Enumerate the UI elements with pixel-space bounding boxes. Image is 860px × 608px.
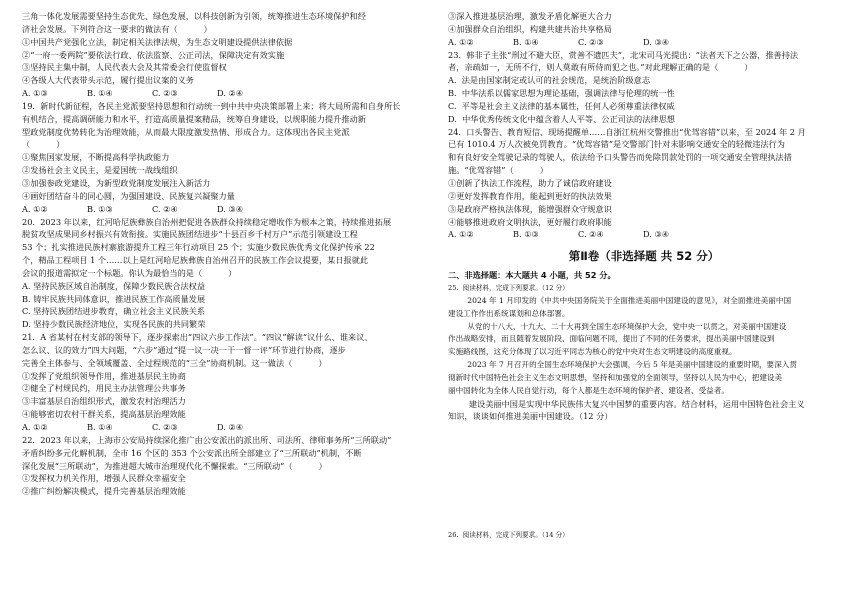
q25-material-line: 作出战略安排，而且随着发展阶段、面临问题不同，提出了不同的任务要求，提出美丽中国建设到 (448, 334, 775, 344)
question-22 (22, 434, 428, 498)
q18-option-b: B. ①④ (87, 88, 113, 99)
q20-line: 个，精品工程项目 1 个……以上是红河哈尼族彝族自治州召开的民族工作会议提要，某日报就此 (22, 255, 369, 266)
q25-question-line: 建设美丽中国是实现中华民族伟大复兴中国梦的重要内容。结合材料，运用中国特色社会主义 (448, 398, 805, 409)
answer-space (448, 423, 840, 529)
q19-line: ④画好团结奋斗的同心圆，为强国建设、民族复兴凝聚力量 (22, 190, 235, 201)
q25-material-line: 从党的十八大、十九大、二十大再到全国生态环境保护大会，党中央一以贯之，对美丽中国建设 (448, 321, 787, 331)
q22-option-b: B. ①④ (513, 36, 539, 47)
q19-line: ①聚焦国家发展，不断提高科学执政能力 (22, 152, 170, 163)
q25-question-line: 知识，谈谈如何推进美丽中国建设。（12 分） (448, 411, 613, 422)
q25-material-line: 丽中国转化为全体人民自觉行动，每个人都是生态环境的保护者、建设者、受益者。 (448, 385, 729, 395)
question-20 (22, 216, 428, 332)
q22-line: ③深入推进基层治理，激发矛盾化解更大合力 (448, 11, 612, 21)
q25-material-line: 2024 年 1 月印发的《中共中央国务院关于全面推进美丽中国建设的意见》，对全面推进美丽中国 (448, 295, 792, 305)
q20-line: 20. 2023 年以来，红河哈尼族彝族自治州把促进各族群众持续稳定增收作为根本之策，持续推进拓展 (22, 216, 392, 227)
q20-line: 脱贫攻坚成果同乡村振兴有效衔接。实施民族团结进步“十县百乡千村万户”示范引领建设工程 (22, 229, 358, 240)
q21-line: 怎么议、议的效力”四大问题，“六步”通过“提一议一决一干一督一评”环节进行协商，逐步 (22, 344, 346, 355)
q21-option-d: D. ②④ (217, 422, 244, 432)
q21-option-a: A. ①② (22, 422, 48, 432)
q24-line: ③是政府严格执法体现，能增强群众守规意识 (448, 203, 612, 214)
q20-option-a: A. 坚持民族区域自治制度，保障少数民族合法权益 (22, 280, 206, 291)
q20-option-b: B. 铸牢民族共同体意识，推进民族工作高质量发展 (22, 293, 206, 304)
q22-options (448, 36, 840, 49)
q18-line: ②“一府一委两院”要依法行政、依法监察、公正司法，保障决定有效实施 (22, 49, 285, 60)
q25-material-line: 彻新时代中国特色社会主义生态文明思想，坚持和加强党的全面领导，坚持以人民为中心，把建设美 (448, 372, 783, 382)
q20-option-c: C. 坚持民族团结进步教育，确立社会主义民族关系 (22, 306, 206, 317)
q25-material-line: 实施路线图，这充分体现了以习近平同志为核心的党中央对生态文明建设的高度重视。 (448, 347, 737, 357)
q22-line: 深化发展“三所联动”，为推进超大城市治理现代化不懈探索。“三所联动”（ ） (22, 460, 327, 471)
q24-line: ①创新了执法工作流程，助力了诚信政府建设 (448, 177, 612, 188)
q24-line: ④能够推进政府文明执法，更好履行政府职能 (448, 216, 612, 227)
q19-line: 有机结合，提高调研能力和水平，打造高质量提案精品，统筹自身建设，以规职能力提升推动新 (22, 113, 366, 124)
q19-line: ②发扬社会主义民主，是爱国统一战线组织 (22, 165, 178, 176)
q21-options (22, 421, 428, 434)
question-24 (448, 126, 840, 242)
question-23 (448, 49, 840, 126)
question-25 (448, 282, 840, 423)
q20-line: 53 个；扎实推进民族村寨旅游提升工程三年行动项目 25 个；实施少数民族优秀文化保护传承 22 (22, 242, 375, 253)
q20-line: 会议的报道需拟定一个标题。你认为最恰当的是（ ） (22, 267, 237, 278)
q18-line: ④各级人大代表带头示范，履行提出议案的义务 (22, 75, 194, 86)
q18-option-c: C. ②③ (152, 88, 178, 99)
question-21 (22, 331, 428, 434)
q24-options (448, 228, 840, 241)
q24-line: 已有 1010.4 万人次被免罚教育。“优驾容错”是交警部门针对未影响交通安全的轻微违法行为 (448, 139, 785, 150)
q18-option-a: A. ①③ (22, 88, 48, 99)
q21-line: 21. A 省某村在村支部的领导下，逐步探索出“四议六步工作法”。“四议”解读“议什么、谁来议、 (22, 332, 373, 343)
q24-line: 和有良好安全驾驶记录的驾驶人，依法给予口头警告而免除罚款处罚的一项交通安全管理执法措 (448, 152, 792, 163)
section-2-title: 第Ⅱ卷（非选择题 共 52 分） (568, 249, 720, 264)
q26-intro: 26. 阅读材料，完成下列要求。（14 分） (448, 531, 569, 540)
question-26 (448, 529, 840, 542)
q19-options (22, 203, 428, 216)
q22-option-d: D. ③④ (643, 36, 670, 47)
q24-line: 24. 口头警告、教育短信、现场提醒单……自浙江杭州交警推出“优驾容错”以来，至 2024 年 2 月 (448, 126, 806, 137)
q25-material-line: 建设工作作出系统谋划和总体部署。 (448, 308, 570, 318)
q19-option-b: B. ①③ (87, 203, 113, 214)
q25-material-line: 2023 年 7 月召开的全国生态环境保护大会强调，今后 5 年是美丽中国建设的重要时期，要深入贯 (448, 360, 797, 370)
q22-line: 矛盾纠纷多元化解机制，全市 16 个区的 353 个公安派出所全部建立了“三所联动”机制，不断 (22, 447, 362, 458)
q19-option-d: D. ③④ (217, 203, 244, 214)
q22-option-a: A. ①② (448, 36, 474, 47)
q21-line: ④能够密切农村干群关系，提高基层治理效能 (22, 409, 186, 420)
q22-line: ②推广纠纷解决模式，提升完善基层治理效能 (22, 486, 186, 497)
q18-line: ①中国共产党强化立法，制定相关法律法规，为生态文明建设提供法律依据 (22, 36, 293, 47)
section-2-heading: 二、非选择题：本大题共 4 小题，共 52 分。 (448, 270, 616, 281)
left-column (22, 10, 428, 498)
q18-line: ③坚持民主集中制，人民代表大会及其常委会行使监督权 (22, 62, 227, 73)
q18-line: 三角一体化发展需要坚持生态优先、绿色发展，以科技创新为引领，统筹推进生态环境保护和经 (22, 11, 366, 21)
q25-intro: 25. 阅读材料，完成下列要求。（12 分） (448, 284, 569, 293)
question-19 (22, 100, 428, 216)
right-column (448, 10, 840, 542)
q23-option-d: D. 中华优秀传统文化中蕴含着人人平等、公正司法的法律思想 (448, 113, 675, 124)
q20-option-d: D. 坚持少数民族经济地位，实现各民族的共同繁荣 (22, 319, 206, 330)
q23-line: 23. 韩非子主张“刑过不避大臣，赏善不遗匹夫”，北宋司马光提出：“法者天下之公器，推善持法 (448, 49, 799, 60)
q22-line: 22. 2023 年以来，上海市公安局持续深化推广由公安派出的派出所、司法所、律师事务所“三所联动” (22, 434, 392, 445)
question-18 (22, 10, 428, 100)
q22-line: ④加强群众自治组织，构建共建共治共享格局 (448, 23, 612, 34)
q24-line: 施。“优驾容错”（ ） (448, 165, 548, 176)
q21-line: ②健全了村规民约，用民主办法管理公共事务 (22, 383, 186, 394)
q19-line: 型政党制度优势转化为治理效能，从而最大限度激发热情、形成合力。这体现出各民主党派 (22, 126, 350, 137)
q19-option-c: C. ②④ (152, 203, 178, 214)
q21-line: 完善全主体参与、全领域覆盖、全过程规范的“三全”协商机制。这一做法（ ） (22, 357, 327, 368)
q24-option-c: C. ②④ (578, 229, 604, 240)
q22-option-c: C. ②③ (578, 36, 604, 47)
q24-line: ②更好发挥教育作用，能起到更好的执法效果 (448, 190, 612, 201)
q19-line: ③加强参政党建设，为新型政党制度发展注入新活力 (22, 177, 211, 188)
q23-option-a: A. 法是由国家制定或认可的社会规范，是统治阶级意志 (448, 75, 651, 86)
q23-line: 者，亲疏如一，无所不行，则人莫敢有所侍而犯之也。”对此理解正确的是（ ） (448, 62, 753, 73)
q23-option-b: B. 中华法系以儒家思想为理论基础，强调法律与伦理的统一性 (448, 88, 675, 99)
q18-options (22, 87, 428, 100)
q22-line: ①发挥权力机关作用，增强人民群众幸福安全 (22, 473, 186, 484)
q21-option-b: B. ①④ (87, 422, 113, 432)
q21-line: ①发挥了党组织领导作用，推进基层民主协商 (22, 370, 186, 381)
question-22-continued (448, 10, 840, 49)
q19-line: 19. 新时代新征程，各民主党派要坚持思想和行动统一到中共中央决策部署上来；将大局所需和自身所长 (22, 100, 401, 111)
q24-option-b: B. ①③ (513, 229, 539, 240)
q23-option-c: C. 平等是社会主义法律的基本属性，任何人必须尊重法律权威 (448, 100, 675, 111)
q21-line: ③丰富基层自治组织形式，激发农村治理活力 (22, 396, 186, 407)
q21-option-c: C. ②③ (152, 422, 178, 432)
q18-line: 济社会发展。下列符合这一要求的做法有（ ） (22, 23, 212, 34)
q19-option-a: A. ①② (22, 203, 48, 214)
q24-option-d: D. ③④ (643, 229, 670, 240)
q19-line: （ ） (22, 139, 65, 150)
q24-option-a: A. ①② (448, 229, 474, 240)
q18-option-d: D. ②④ (217, 88, 244, 99)
